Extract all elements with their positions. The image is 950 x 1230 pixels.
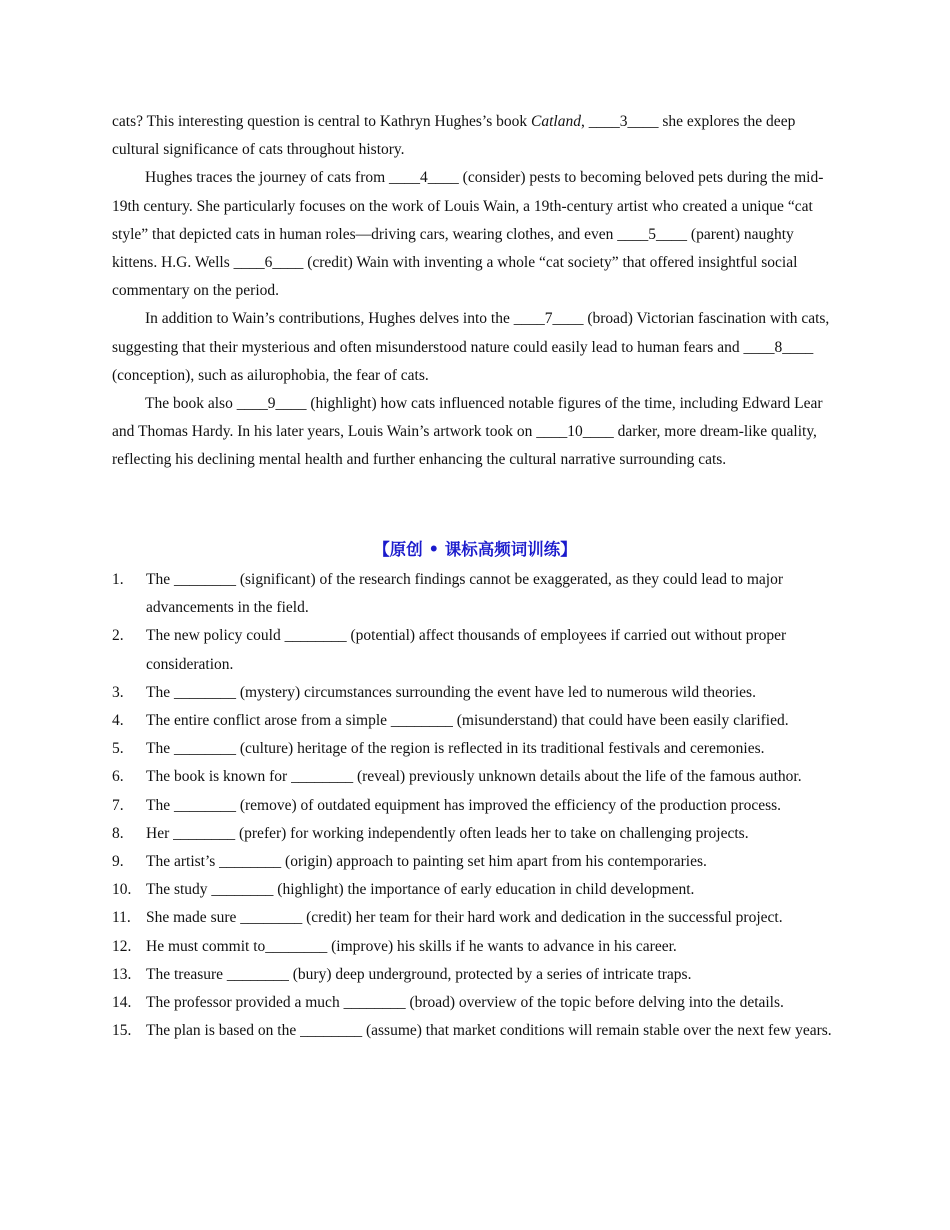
exercise-item (112, 848, 840, 876)
exercise-text: The new policy could ________ (potential) affect thousands of employees if carried out without proper consideration. (146, 627, 787, 673)
exercise-text: The ________ (mystery) circumstances surrounding the event have led to numerous wild theories. (146, 683, 756, 701)
exercise-item (112, 679, 840, 707)
passage-p1-end: , ____3____ she explores the deep cultural significance of cats throughout history. (112, 113, 796, 159)
exercise-number: 9. (112, 853, 124, 871)
exercise-number: 15. (112, 1022, 132, 1040)
section-heading: 【原创 • 课标高频词训练】 (373, 540, 577, 559)
exercise-item (112, 989, 840, 1017)
reading-passage (112, 108, 840, 475)
exercise-number: 8. (112, 824, 124, 842)
exercise-item (112, 820, 840, 848)
exercise-number: 10. (112, 881, 132, 899)
exercise-list (112, 566, 840, 1045)
passage-paragraph-1 (112, 108, 840, 164)
exercise-text: The plan is based on the ________ (assume) that market conditions will remain stable over the next few years. (146, 1022, 832, 1040)
exercise-number: 6. (112, 768, 124, 786)
exercise-number: 1. (112, 571, 124, 588)
exercise-item (112, 566, 840, 622)
exercise-number: 14. (112, 994, 132, 1012)
exercise-number: 2. (112, 627, 124, 645)
exercise-number: 4. (112, 712, 124, 730)
exercise-text: The artist’s ________ (origin) approach to painting set him apart from his contemporaries. (146, 853, 707, 871)
exercise-text: The entire conflict arose from a simple ________ (misunderstand) that could have been easily clarified. (146, 712, 789, 730)
passage-paragraph-4: The book also ____9____ (highlight) how cats influenced notable figures of the time, including Edward Lear and Thomas Hardy. In his later years, Louis Wain’s artwork took on ____10____ darker, more dream-like quality, reflecting his declining mental health and further enhancing the cultural narrative surrounding cats. (112, 395, 823, 469)
exercise-text: The study ________ (highlight) the importance of early education in child development. (146, 881, 695, 899)
passage-p1-start: cats? This interesting question is central to Kathryn Hughes’s book (112, 113, 531, 130)
exercise-item (112, 961, 840, 989)
exercise-number: 5. (112, 740, 124, 758)
exercise-item (112, 876, 840, 904)
exercise-number: 7. (112, 796, 124, 814)
exercise-item (112, 792, 840, 820)
exercise-item (112, 622, 840, 678)
exercise-text: The professor provided a much ________ (broad) overview of the topic before delving into the details. (146, 994, 784, 1012)
exercise-number: 12. (112, 937, 132, 955)
exercise-item (112, 735, 840, 763)
exercise-number: 3. (112, 683, 124, 701)
exercise-number: 13. (112, 965, 132, 983)
exercise-text: The treasure ________ (bury) deep underground, protected by a series of intricate traps. (146, 965, 692, 983)
exercise-text: The book is known for ________ (reveal) previously unknown details about the life of the famous author. (146, 768, 802, 786)
exercise-item (112, 1017, 840, 1045)
exercise-text: She made sure ________ (credit) her team for their hard work and dedication in the successful project. (146, 909, 783, 927)
exercise-number: 11. (112, 909, 131, 927)
exercise-text: The ________ (significant) of the research findings cannot be exaggerated, as they could lead to major advancements in the field. (146, 571, 783, 617)
exercise-item (112, 904, 840, 932)
exercise-item (112, 763, 840, 791)
passage-paragraph-3: In addition to Wain’s contributions, Hughes delves into the ____7____ (broad) Victorian fascination with cats, suggesting that their mysterious and often misunderstood nature could easily lead to human fears and ____8____ (conception), such as ailurophobia, the fear of cats. (112, 310, 830, 384)
exercise-text: The ________ (remove) of outdated equipment has improved the efficiency of the production process. (146, 796, 782, 814)
exercise-text: Her ________ (prefer) for working independently often leads her to take on challenging projects. (146, 824, 749, 842)
exercise-item (112, 933, 840, 961)
exercise-text: He must commit to________ (improve) his skills if he wants to advance in his career. (146, 937, 677, 955)
passage-paragraph-2: Hughes traces the journey of cats from ____4____ (consider) pests to becoming beloved pets during the mid-19th century. She particularly focuses on the work of Louis Wain, a 19th-century artist who created a unique “cat style” that depicted cats in human roles—driving cars, wearing clothes, and even ____5____ (parent) naughty kittens. H.G. Wells ____6____ (credit) Wain with inventing a whole “cat society” that offered insightful social commentary on the period. (112, 169, 824, 300)
exercise-item (112, 707, 840, 735)
exercise-text: The ________ (culture) heritage of the region is reflected in its traditional festivals and ceremonies. (146, 740, 765, 758)
book-title: Catland (531, 113, 581, 130)
